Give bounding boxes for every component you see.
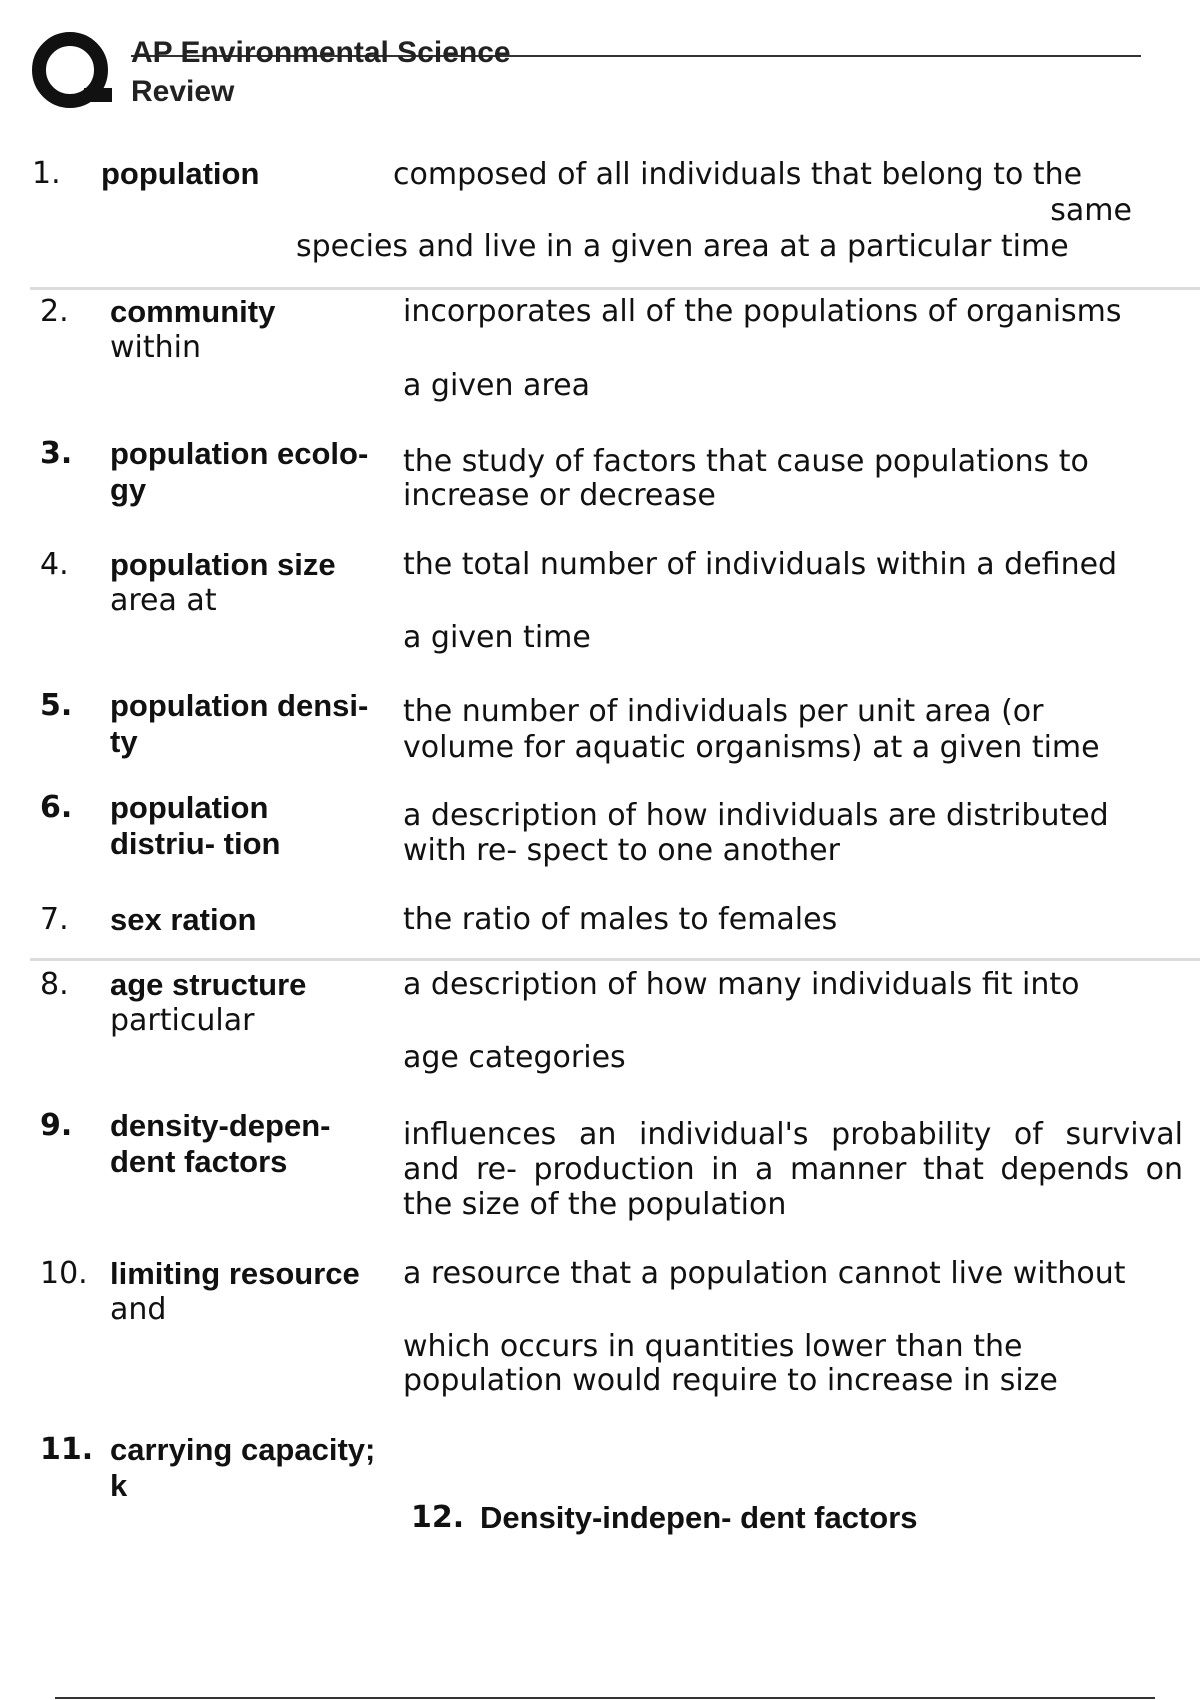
item-definition: a description of how individuals are distributed — [403, 798, 1109, 833]
item-definition: the total number of individuals within a defined — [403, 547, 1118, 582]
item-definition: same — [1050, 193, 1132, 228]
item-number: 5. — [40, 688, 73, 723]
item-definition: the ratio of males to females — [403, 902, 838, 937]
quizlet-logo-icon — [32, 30, 112, 110]
item-term-continuation: within — [110, 330, 201, 365]
item-term: density-depen- — [110, 1108, 331, 1143]
item-term: carrying capacity; — [110, 1432, 376, 1467]
item-definition: a given time — [403, 620, 591, 655]
item-term: Density-indepen- dent factors — [480, 1500, 918, 1535]
item-term: community — [110, 294, 276, 329]
item-definition: volume for aquatic organisms) at a given time — [403, 730, 1100, 765]
item-definition: population would require to increase in size — [403, 1363, 1058, 1398]
item-definition: the number of individuals per unit area (or — [403, 694, 1044, 729]
item-term: gy — [110, 472, 147, 507]
item-number: 4. — [40, 547, 69, 582]
item-term-continuation: area at — [110, 583, 217, 618]
item-number: 2. — [40, 294, 69, 329]
item-term: dent factors — [110, 1144, 288, 1179]
item-term-continuation: and — [110, 1292, 167, 1327]
item-definition: increase or decrease — [403, 478, 716, 513]
item-term: k — [110, 1468, 128, 1503]
item-definition: influences an individual's probability of survival and re- production in a manner that depends on the size of the population — [403, 1117, 1183, 1222]
item-number: 8. — [40, 967, 69, 1002]
footer-rule — [55, 1697, 1155, 1699]
item-definition: a resource that a population cannot live without — [403, 1256, 1126, 1291]
item-number: 7. — [40, 902, 69, 937]
divider — [30, 958, 1200, 961]
item-definition: incorporates all of the populations of organisms — [403, 294, 1122, 329]
item-term: limiting resource — [110, 1256, 360, 1291]
title-line-2: Review — [131, 75, 235, 108]
item-definition: age categories — [403, 1040, 626, 1075]
item-number: 12. — [411, 1500, 465, 1535]
item-number: 6. — [40, 790, 73, 825]
item-definition: species and live in a given area at a particular time — [296, 229, 1069, 264]
item-term-continuation: particular — [110, 1003, 255, 1038]
item-term: ty — [110, 724, 138, 759]
item-number: 9. — [40, 1108, 73, 1143]
item-definition: a description of how many individuals fit into — [403, 967, 1080, 1002]
item-term: population — [101, 156, 260, 191]
item-definition: the study of factors that cause populations to — [403, 444, 1089, 479]
item-definition: a given area — [403, 368, 590, 403]
item-term: age structure — [110, 967, 307, 1002]
item-number: 3. — [40, 436, 73, 471]
item-definition: with re- spect to one another — [403, 833, 840, 868]
item-number: 1. — [32, 156, 61, 191]
item-definition: composed of all individuals that belong to the — [393, 157, 1083, 192]
item-definition: which occurs in quantities lower than the — [403, 1329, 1023, 1364]
item-term: distriu- tion — [110, 826, 281, 861]
item-term: sex ration — [110, 902, 257, 937]
item-number: 11. — [40, 1432, 94, 1467]
page-title — [131, 33, 511, 111]
title-line-1: AP Environmental Science — [131, 36, 511, 69]
item-term: population densi- — [110, 688, 369, 723]
item-term: population — [110, 790, 269, 825]
item-number: 10. — [40, 1256, 88, 1291]
item-term: population ecolo- — [110, 436, 369, 471]
item-term: population size — [110, 547, 336, 582]
divider — [30, 287, 1200, 290]
